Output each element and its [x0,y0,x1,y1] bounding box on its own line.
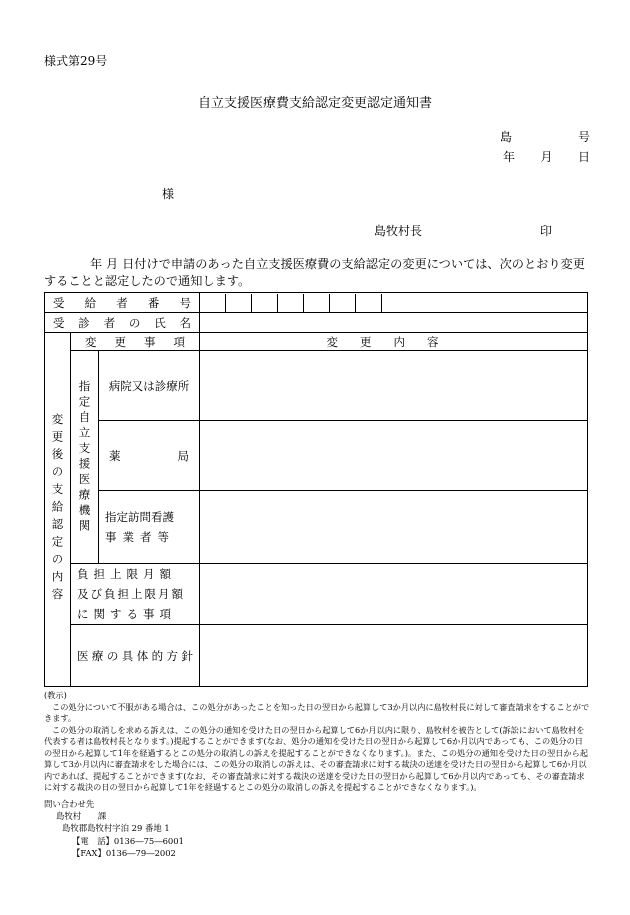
patient-name-label-cell [45,313,200,333]
treatment-policy-content-field[interactable] [200,625,588,687]
burden-limit-line2: 及び負担上限月額 [77,587,185,601]
recipient-number-label-cell [45,293,200,313]
number-suffix: 号 [577,130,590,144]
change-content-header: 変更内容 [326,334,461,349]
digit-box[interactable] [200,294,226,312]
nursing-label-line2: 事業者等 [105,530,175,544]
contact-address: 島牧郡島牧村字泊 29 番地 1 [62,823,170,834]
number-prefix: 島 [500,130,513,144]
burden-limit-row [45,564,588,625]
treatment-policy-label: 医 療 の 具 体 的 方 針 [77,648,193,663]
digit-box[interactable] [304,294,330,312]
digit-box[interactable] [226,294,252,312]
burden-limit-line3: に関する事項 [77,607,176,621]
contact-department: 島牧村 課 [56,811,107,822]
contact-telephone: 【電 話】0136―75―6001 [72,835,184,846]
pharmacy-content-field[interactable] [200,421,588,491]
notice-body-text: 年 月 日付けで申請のあった自立支援医療費の支給認定の変更については、次のとおり変更することと認定したので通知します。 [44,257,585,288]
nursing-content-field[interactable] [200,491,588,564]
nursing-label-line1: 指定訪問看護 [105,510,174,524]
seal-mark: 印 [540,224,553,238]
after-change-label: 変更後の支給認定の内容 [50,413,65,606]
recipient-number-row [45,293,588,313]
document-title: 自立支援医療費支給認定変更認定通知書 [197,96,432,111]
instructions-heading: (教示) [44,690,67,700]
addressee-suffix: 様 [162,187,175,201]
burden-limit-label-cell [71,564,200,625]
contact-heading: 問い合わせ先 [44,799,95,809]
hospital-content-field[interactable] [200,351,588,421]
date-year: 年 [503,150,516,164]
contact-fax: 【FAX】0136―79―2002 [72,847,176,858]
burden-limit-line1: 負担上限月額 [77,567,176,581]
pharmacy-label: 薬 局 [109,448,190,463]
date-month: 月 [540,150,553,164]
pharmacy-row [45,421,588,491]
contact-info [44,798,184,859]
burden-limit-content-field[interactable] [200,564,588,625]
change-content-header-cell [200,333,588,351]
patient-name-field[interactable] [200,313,588,333]
certification-table [44,292,588,687]
date-day: 日 [577,150,590,164]
pharmacy-label-cell [99,421,200,491]
date-line [503,148,590,165]
digit-box[interactable] [252,294,278,312]
hospital-label-cell [99,351,200,421]
digit-box[interactable] [330,294,356,312]
patient-name-row [45,313,588,333]
change-header-row [45,333,588,351]
issuer-name: 島牧村長 [374,224,423,238]
form-number: 様式第29号 [44,54,108,68]
digit-box[interactable] [356,294,382,312]
designated-institution-label-cell [71,351,99,564]
treatment-policy-row [45,625,588,687]
digit-box[interactable] [278,294,304,312]
instructions-paragraph-2: この処分の取消しを求める訴えは、この処分の通知を受けた日の翌日から起算して6か月以内に限り、島牧村を被告として(訴訟において島牧村を代表する者は島牧村長となります。)提起することができます(なお、処分の通知を受けた日の翌日から起算して6か月以内であっても、この処分の日の翌日から起算して1年を経過するとこの処分の取消しの訴えを提起することができなくなります。)。また、この処分の通知を受けた日の翌日から起算して3か月以内に審査請求をした場合には、この処分の取消しの訴えは、その審査請求に対する裁決の送達を受けた日の翌日から起算して6か月以内であれば、提起することができます(なお、その審査請求に対する裁決の送達を受けた日の翌日から起算して6か月以内であっても、その審査請求に対する裁決の日の翌日から起算して1年を経過するとこの処分の取消しの訴えを提起することができなくなります。)。 [44,724,589,792]
treatment-policy-label-cell [71,625,200,687]
patient-name-label: 受 診 者 の 氏 名 [53,315,191,330]
document-number-line [500,128,590,145]
change-item-header: 変 更 事 項 [85,334,185,349]
nursing-row [45,491,588,564]
appeal-instructions [44,690,590,794]
hospital-row [45,351,588,421]
hospital-label: 病院又は診療所 [108,378,190,393]
recipient-number-boxes[interactable] [200,293,588,313]
after-change-label-cell [45,333,71,687]
instructions-paragraph-1: この処分について不服がある場合は、この処分があったことを知った日の翌日から起算して3か月以内に島牧村長に対して審査請求をすることができます。 [44,701,590,723]
designated-institution-label: 指定自立支援医療機関 [77,379,92,535]
recipient-number-label: 受 給 者 番 号 [53,295,191,310]
change-item-header-cell [71,333,200,351]
nursing-label-cell [99,491,200,564]
